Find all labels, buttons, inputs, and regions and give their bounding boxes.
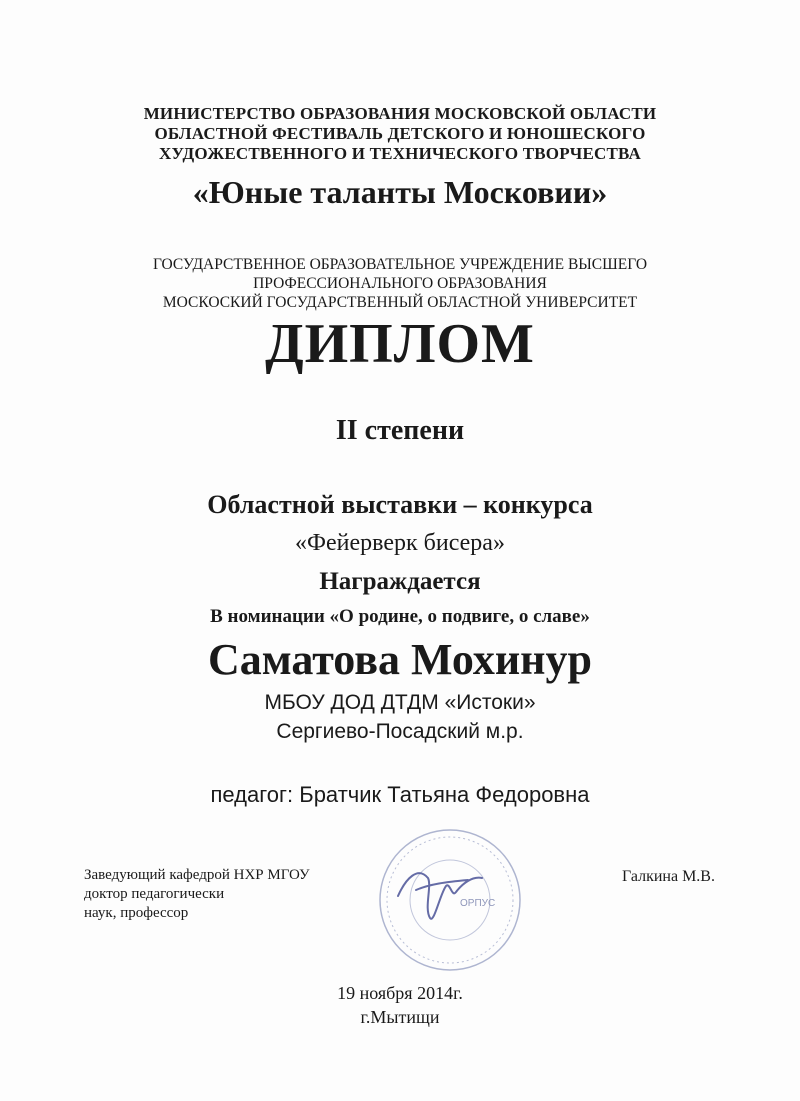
district-text: Сергиево-Посадский м.р.	[276, 720, 524, 743]
organization-text: МБОУ ДОД ДТДМ «Истоки»	[264, 691, 536, 714]
festival-name: «Юные таланты Московии»	[192, 174, 608, 210]
degree-text: II степени	[335, 415, 465, 446]
university-line-1: ГОСУДАРСТВЕННОЕ ОБРАЗОВАТЕЛЬНОЕ УЧРЕЖДЕНИЕ ВЫСШЕГО	[152, 256, 648, 273]
city-text: г.Мытищи	[360, 1007, 440, 1027]
contest-name: «Фейерверк бисера»	[295, 530, 505, 556]
signer-position	[84, 866, 310, 923]
signer-position-line-3: наук, профессор	[84, 905, 189, 921]
seal-text: ОРПУС	[460, 898, 496, 909]
awarded-text: Награждается	[319, 568, 481, 595]
official-seal	[376, 826, 524, 974]
contest-text: Областной выставки – конкурса	[207, 490, 593, 519]
ministry-line-3: ХУДОЖЕСТВЕННОГО И ТЕХНИЧЕСКОГО ТВОРЧЕСТВА	[159, 144, 641, 163]
ministry-line-1: МИНИСТЕРСТВО ОБРАЗОВАНИЯ МОСКОВСКОЙ ОБЛАСТИ	[143, 104, 657, 123]
university-line-2: ПРОФЕССИОНАЛЬНОГО ОБРАЗОВАНИЯ	[253, 275, 547, 292]
ministry-line-2: ОБЛАСТНОЙ ФЕСТИВАЛЬ ДЕТСКОГО И ЮНОШЕСКОГО	[154, 124, 646, 143]
nomination-text: В номинации «О родине, о подвиге, о славе»	[210, 606, 590, 627]
awardee-name: Саматова Мохинур	[207, 635, 593, 684]
diploma-title: ДИПЛОМ	[265, 313, 535, 375]
signer-name: Галкина М.В.	[622, 868, 715, 885]
signer-position-line-2: доктор педагогически	[84, 886, 225, 902]
university-line-3: МОСКОСКИЙ ГОСУДАРСТВЕННЫЙ ОБЛАСТНОЙ УНИВЕРСИТЕТ	[162, 294, 638, 311]
teacher-text: педагог: Братчик Татьяна Федоровна	[210, 782, 590, 807]
signer-position-line-1: Заведующий кафедрой НХР МГОУ	[84, 867, 310, 883]
date-text: 19 ноября 2014г.	[337, 983, 463, 1003]
